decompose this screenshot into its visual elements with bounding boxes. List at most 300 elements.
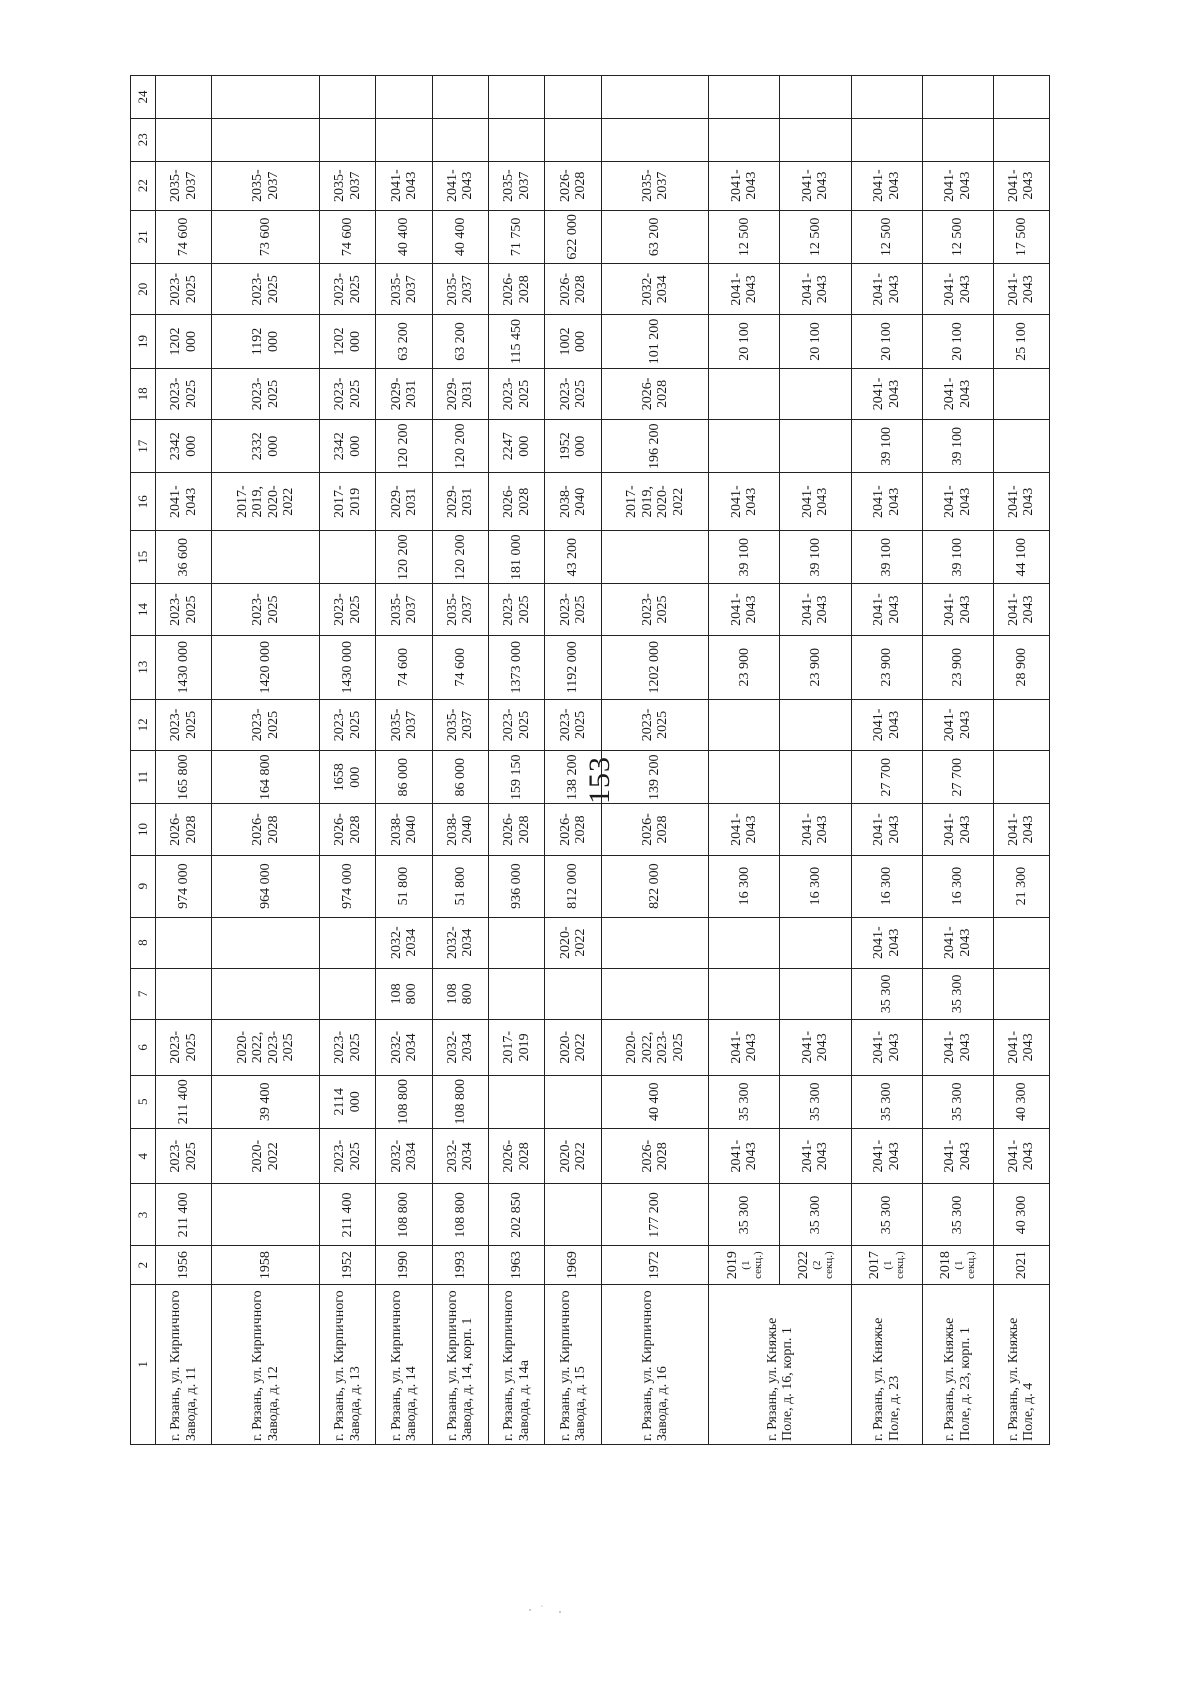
value-cell-col-22: 2035-2037	[320, 161, 376, 210]
value-cell-col-8: 2020-2022	[545, 917, 601, 968]
value-cell-col-7: 108 800	[432, 968, 488, 1019]
value-cell-col-21: 12 500	[851, 210, 922, 263]
value-cell-col-15: 181 000	[489, 531, 545, 584]
value-cell-col-11: 86 000	[376, 750, 432, 803]
value-cell-col-22: 2041-2043	[993, 161, 1049, 210]
column-number: 10	[131, 804, 156, 855]
year-value: 2017	[866, 1251, 882, 1280]
rotated-table-container	[130, 75, 1050, 1445]
value-cell-col-23	[922, 118, 993, 161]
value-cell-col-23	[709, 118, 780, 161]
value-cell-col-9: 964 000	[212, 855, 320, 917]
year-value: 1963	[509, 1251, 525, 1280]
year-cell	[212, 1246, 320, 1284]
address-cell: г. Рязань, ул. Княжье Поле, д. 23	[851, 1284, 922, 1444]
value-cell-col-4: 2041-2043	[709, 1128, 780, 1184]
table-row	[320, 76, 376, 1445]
column-number: 19	[131, 315, 156, 368]
value-cell-col-3: 35 300	[851, 1184, 922, 1246]
value-cell-col-22: 2041-2043	[851, 161, 922, 210]
value-cell-col-5: 35 300	[709, 1075, 780, 1128]
value-cell-col-14: 2023-2025	[489, 584, 545, 635]
section-note: (2 секц.)	[811, 1251, 836, 1279]
table-row	[212, 76, 320, 1445]
value-cell-col-23	[780, 118, 851, 161]
value-cell-col-12	[709, 699, 780, 750]
column-number: 22	[131, 161, 156, 210]
value-cell-col-5: 40 400	[601, 1075, 709, 1128]
value-cell-col-3: 211 400	[320, 1184, 376, 1246]
year-cell	[709, 1246, 780, 1284]
value-cell-col-9: 16 300	[780, 855, 851, 917]
value-cell-col-3	[545, 1184, 601, 1246]
value-cell-col-19: 115 450	[489, 315, 545, 368]
value-cell-col-18: 2023-2025	[545, 368, 601, 419]
value-cell-col-14: 2023-2025	[156, 584, 212, 635]
value-cell-col-4: 2032-2034	[376, 1128, 432, 1184]
value-cell-col-12	[780, 699, 851, 750]
year-value: 1972	[647, 1251, 663, 1280]
value-cell-col-20: 2023-2025	[156, 264, 212, 315]
column-number: 4	[131, 1128, 156, 1184]
column-number: 13	[131, 635, 156, 699]
value-cell-col-7: 35 300	[851, 968, 922, 1019]
value-cell-col-8	[780, 917, 851, 968]
address-cell: г. Рязань, ул. Кирпичного Завода, д. 14, корп. 1	[432, 1284, 488, 1444]
value-cell-col-13: 23 900	[780, 635, 851, 699]
value-cell-col-10: 2026-2028	[156, 804, 212, 855]
value-cell-col-13: 1192 000	[545, 635, 601, 699]
value-cell-col-14: 2023-2025	[212, 584, 320, 635]
value-cell-col-15: 39 100	[709, 531, 780, 584]
value-cell-col-7	[156, 968, 212, 1019]
value-cell-col-24	[922, 76, 993, 119]
value-cell-col-18: 2029-2031	[376, 368, 432, 419]
value-cell-col-23	[851, 118, 922, 161]
value-cell-col-5: 35 300	[922, 1075, 993, 1128]
value-cell-col-13: 23 900	[851, 635, 922, 699]
value-cell-col-5: 2114 000	[320, 1075, 376, 1128]
value-cell-col-17: 2247 000	[489, 419, 545, 472]
value-cell-col-14: 2041-2043	[851, 584, 922, 635]
value-cell-col-9: 974 000	[320, 855, 376, 917]
table-row	[780, 76, 851, 1445]
value-cell-col-16: 2029-2031	[432, 473, 488, 531]
value-cell-col-16: 2029-2031	[376, 473, 432, 531]
year-value: 2021	[1013, 1251, 1029, 1280]
value-cell-col-17	[780, 419, 851, 472]
column-number: 2	[131, 1246, 156, 1284]
year-value: 1990	[396, 1251, 412, 1280]
value-cell-col-10: 2041-2043	[709, 804, 780, 855]
value-cell-col-6: 2041-2043	[922, 1020, 993, 1076]
value-cell-col-8	[212, 917, 320, 968]
value-cell-col-10: 2041-2043	[922, 804, 993, 855]
column-number: 23	[131, 118, 156, 161]
column-number: 7	[131, 968, 156, 1019]
value-cell-col-4: 2032-2034	[432, 1128, 488, 1184]
value-cell-col-4: 2020-2022	[545, 1128, 601, 1184]
value-cell-col-20: 2026-2028	[545, 264, 601, 315]
value-cell-col-6: 2020-2022, 2023-2025	[601, 1020, 709, 1076]
value-cell-col-22: 2035-2037	[601, 161, 709, 210]
value-cell-col-16: 2041-2043	[780, 473, 851, 531]
value-cell-col-4: 2041-2043	[780, 1128, 851, 1184]
value-cell-col-18: 2023-2025	[489, 368, 545, 419]
value-cell-col-6: 2041-2043	[993, 1020, 1049, 1076]
value-cell-col-5: 35 300	[780, 1075, 851, 1128]
value-cell-col-3: 35 300	[709, 1184, 780, 1246]
value-cell-col-13: 1420 000	[212, 635, 320, 699]
year-cell	[320, 1246, 376, 1284]
value-cell-col-20: 2023-2025	[320, 264, 376, 315]
value-cell-col-13: 28 900	[993, 635, 1049, 699]
value-cell-col-11: 159 150	[489, 750, 545, 803]
value-cell-col-14: 2023-2025	[601, 584, 709, 635]
value-cell-col-22: 2041-2043	[376, 161, 432, 210]
value-cell-col-22: 2035-2037	[489, 161, 545, 210]
value-cell-col-19: 1192 000	[212, 315, 320, 368]
value-cell-col-15: 39 100	[922, 531, 993, 584]
column-number: 3	[131, 1184, 156, 1246]
value-cell-col-7: 108 800	[376, 968, 432, 1019]
value-cell-col-18	[993, 368, 1049, 419]
value-cell-col-10: 2041-2043	[993, 804, 1049, 855]
value-cell-col-14: 2035-2037	[432, 584, 488, 635]
value-cell-col-22: 2041-2043	[432, 161, 488, 210]
value-cell-col-14: 2023-2025	[320, 584, 376, 635]
value-cell-col-3: 211 400	[156, 1184, 212, 1246]
value-cell-col-24	[320, 76, 376, 119]
value-cell-col-24	[601, 76, 709, 119]
value-cell-col-18: 2026-2028	[601, 368, 709, 419]
value-cell-col-21: 74 600	[320, 210, 376, 263]
repair-schedule-table	[130, 75, 1050, 1445]
column-number: 8	[131, 917, 156, 968]
value-cell-col-14: 2041-2043	[780, 584, 851, 635]
value-cell-col-20: 2026-2028	[489, 264, 545, 315]
value-cell-col-6: 2020-2022, 2023-2025	[212, 1020, 320, 1076]
value-cell-col-9: 822 000	[601, 855, 709, 917]
column-number: 24	[131, 76, 156, 119]
year-value: 2019	[724, 1251, 740, 1280]
value-cell-col-21: 71 750	[489, 210, 545, 263]
value-cell-col-10: 2038-2040	[432, 804, 488, 855]
value-cell-col-23	[156, 118, 212, 161]
value-cell-col-15: 43 200	[545, 531, 601, 584]
value-cell-col-17: 39 100	[851, 419, 922, 472]
table-row	[376, 76, 432, 1445]
value-cell-col-19: 1202 000	[156, 315, 212, 368]
value-cell-col-11	[993, 750, 1049, 803]
value-cell-col-24	[780, 76, 851, 119]
value-cell-col-7	[709, 968, 780, 1019]
address-cell: г. Рязань, ул. Кирпичного Завода, д. 16	[601, 1284, 709, 1444]
value-cell-col-11: 27 700	[851, 750, 922, 803]
value-cell-col-19: 20 100	[780, 315, 851, 368]
value-cell-col-22: 2041-2043	[922, 161, 993, 210]
value-cell-col-13: 1430 000	[156, 635, 212, 699]
table-row	[922, 76, 993, 1445]
value-cell-col-5: 40 300	[993, 1075, 1049, 1128]
value-cell-col-3: 177 200	[601, 1184, 709, 1246]
value-cell-col-24	[851, 76, 922, 119]
value-cell-col-14: 2035-2037	[376, 584, 432, 635]
value-cell-col-19: 63 200	[432, 315, 488, 368]
value-cell-col-6: 2032-2034	[432, 1020, 488, 1076]
value-cell-col-20: 2035-2037	[432, 264, 488, 315]
column-number: 6	[131, 1020, 156, 1076]
value-cell-col-10: 2038-2040	[376, 804, 432, 855]
value-cell-col-3: 202 850	[489, 1184, 545, 1246]
value-cell-col-22: 2026-2028	[545, 161, 601, 210]
value-cell-col-4: 2023-2025	[156, 1128, 212, 1184]
value-cell-col-11: 1658 000	[320, 750, 376, 803]
column-number: 14	[131, 584, 156, 635]
value-cell-col-3: 108 800	[376, 1184, 432, 1246]
value-cell-col-21: 40 400	[432, 210, 488, 263]
value-cell-col-12: 2023-2025	[212, 699, 320, 750]
value-cell-col-13: 1373 000	[489, 635, 545, 699]
value-cell-col-10: 2026-2028	[545, 804, 601, 855]
column-number: 16	[131, 473, 156, 531]
value-cell-col-9: 16 300	[922, 855, 993, 917]
value-cell-col-18	[709, 368, 780, 419]
year-value: 1956	[175, 1251, 191, 1280]
value-cell-col-12: 2023-2025	[156, 699, 212, 750]
value-cell-col-17: 1952 000	[545, 419, 601, 472]
table-row	[709, 76, 780, 1445]
value-cell-col-8: 2041-2043	[922, 917, 993, 968]
value-cell-col-3	[212, 1184, 320, 1246]
value-cell-col-11	[709, 750, 780, 803]
value-cell-col-23	[601, 118, 709, 161]
address-cell: г. Рязань, ул. Кирпичного Завода, д. 14	[376, 1284, 432, 1444]
value-cell-col-17: 2342 000	[156, 419, 212, 472]
value-cell-col-3: 40 300	[993, 1184, 1049, 1246]
value-cell-col-9: 974 000	[156, 855, 212, 917]
value-cell-col-9: 16 300	[851, 855, 922, 917]
column-number: 11	[131, 750, 156, 803]
value-cell-col-15: 39 100	[851, 531, 922, 584]
value-cell-col-6: 2041-2043	[780, 1020, 851, 1076]
column-number: 15	[131, 531, 156, 584]
value-cell-col-21: 40 400	[376, 210, 432, 263]
value-cell-col-18: 2023-2025	[156, 368, 212, 419]
value-cell-col-10: 2041-2043	[851, 804, 922, 855]
value-cell-col-12: 2023-2025	[601, 699, 709, 750]
year-value: 1969	[565, 1251, 581, 1280]
value-cell-col-19: 101 200	[601, 315, 709, 368]
value-cell-col-13: 1430 000	[320, 635, 376, 699]
value-cell-col-9: 16 300	[709, 855, 780, 917]
value-cell-col-11: 86 000	[432, 750, 488, 803]
address-cell: г. Рязань, ул. Кирпичного Завода, д. 11	[156, 1284, 212, 1444]
value-cell-col-23	[489, 118, 545, 161]
value-cell-col-24	[432, 76, 488, 119]
value-cell-col-16: 2041-2043	[709, 473, 780, 531]
value-cell-col-6: 2032-2034	[376, 1020, 432, 1076]
value-cell-col-9: 936 000	[489, 855, 545, 917]
value-cell-col-21: 12 500	[780, 210, 851, 263]
value-cell-col-4: 2026-2028	[601, 1128, 709, 1184]
year-cell	[156, 1246, 212, 1284]
value-cell-col-7	[993, 968, 1049, 1019]
value-cell-col-17: 2342 000	[320, 419, 376, 472]
value-cell-col-5: 211 400	[156, 1075, 212, 1128]
year-cell	[601, 1246, 709, 1284]
value-cell-col-16: 2017-2019, 2020-2022	[212, 473, 320, 531]
value-cell-col-3: 35 300	[922, 1184, 993, 1246]
value-cell-col-6: 2023-2025	[320, 1020, 376, 1076]
value-cell-col-17: 2332 000	[212, 419, 320, 472]
value-cell-col-14: 2023-2025	[545, 584, 601, 635]
value-cell-col-19: 1202 000	[320, 315, 376, 368]
value-cell-col-21: 63 200	[601, 210, 709, 263]
value-cell-col-16: 2038-2040	[545, 473, 601, 531]
value-cell-col-5: 108 800	[432, 1075, 488, 1128]
value-cell-col-21: 17 500	[993, 210, 1049, 263]
value-cell-col-7	[780, 968, 851, 1019]
value-cell-col-13: 74 600	[376, 635, 432, 699]
value-cell-col-17: 120 200	[432, 419, 488, 472]
year-value: 1952	[340, 1251, 356, 1280]
value-cell-col-11: 139 200	[601, 750, 709, 803]
table-row	[601, 76, 709, 1445]
value-cell-col-13: 23 900	[709, 635, 780, 699]
value-cell-col-15: 120 200	[376, 531, 432, 584]
address-cell: г. Рязань, ул. Кирпичного Завода, д. 12	[212, 1284, 320, 1444]
value-cell-col-23	[376, 118, 432, 161]
value-cell-col-10: 2026-2028	[601, 804, 709, 855]
value-cell-col-20: 2041-2043	[780, 264, 851, 315]
value-cell-col-13: 23 900	[922, 635, 993, 699]
address-cell: г. Рязань, ул. Кирпичного Завода, д. 14а	[489, 1284, 545, 1444]
year-cell	[545, 1246, 601, 1284]
value-cell-col-19: 20 100	[922, 315, 993, 368]
value-cell-col-16: 2041-2043	[851, 473, 922, 531]
table-row	[851, 76, 922, 1445]
table-row	[156, 76, 212, 1445]
value-cell-col-21: 12 500	[922, 210, 993, 263]
value-cell-col-23	[432, 118, 488, 161]
value-cell-col-9: 51 800	[376, 855, 432, 917]
value-cell-col-19: 20 100	[709, 315, 780, 368]
value-cell-col-18: 2041-2043	[851, 368, 922, 419]
value-cell-col-20: 2041-2043	[993, 264, 1049, 315]
value-cell-col-8: 2032-2034	[432, 917, 488, 968]
value-cell-col-10: 2026-2028	[212, 804, 320, 855]
value-cell-col-12: 2035-2037	[432, 699, 488, 750]
value-cell-col-22: 2041-2043	[780, 161, 851, 210]
value-cell-col-20: 2023-2025	[212, 264, 320, 315]
value-cell-col-15	[320, 531, 376, 584]
value-cell-col-7: 35 300	[922, 968, 993, 1019]
value-cell-col-12: 2023-2025	[545, 699, 601, 750]
year-cell	[922, 1246, 993, 1284]
value-cell-col-10: 2041-2043	[780, 804, 851, 855]
value-cell-col-12	[993, 699, 1049, 750]
value-cell-col-20: 2032-2034	[601, 264, 709, 315]
value-cell-col-17: 196 200	[601, 419, 709, 472]
value-cell-col-15	[212, 531, 320, 584]
page-number: 153	[583, 756, 616, 804]
value-cell-col-8	[601, 917, 709, 968]
value-cell-col-7	[212, 968, 320, 1019]
value-cell-col-11: 165 800	[156, 750, 212, 803]
value-cell-col-23	[993, 118, 1049, 161]
address-cell: г. Рязань, ул. Кирпичного Завода, д. 13	[320, 1284, 376, 1444]
column-number: 12	[131, 699, 156, 750]
table-row	[432, 76, 488, 1445]
value-cell-col-15: 120 200	[432, 531, 488, 584]
value-cell-col-11: 27 700	[922, 750, 993, 803]
value-cell-col-15	[601, 531, 709, 584]
value-cell-col-13: 1202 000	[601, 635, 709, 699]
value-cell-col-18: 2023-2025	[212, 368, 320, 419]
column-number: 9	[131, 855, 156, 917]
year-cell	[376, 1246, 432, 1284]
value-cell-col-7	[320, 968, 376, 1019]
value-cell-col-18: 2023-2025	[320, 368, 376, 419]
column-number: 5	[131, 1075, 156, 1128]
value-cell-col-6: 2017-2019	[489, 1020, 545, 1076]
value-cell-col-10: 2026-2028	[489, 804, 545, 855]
value-cell-col-11	[780, 750, 851, 803]
year-cell	[432, 1246, 488, 1284]
value-cell-col-13: 74 600	[432, 635, 488, 699]
value-cell-col-5: 35 300	[851, 1075, 922, 1128]
value-cell-col-6: 2041-2043	[709, 1020, 780, 1076]
value-cell-col-20: 2041-2043	[709, 264, 780, 315]
value-cell-col-12: 2041-2043	[851, 699, 922, 750]
value-cell-col-21: 622 000	[545, 210, 601, 263]
value-cell-col-23	[212, 118, 320, 161]
section-note: (1 секц.)	[953, 1251, 978, 1279]
year-value: 2022	[795, 1251, 811, 1280]
value-cell-col-17	[993, 419, 1049, 472]
value-cell-col-19: 25 100	[993, 315, 1049, 368]
value-cell-col-4: 2020-2022	[212, 1128, 320, 1184]
value-cell-col-18	[780, 368, 851, 419]
value-cell-col-22: 2035-2037	[212, 161, 320, 210]
table-row	[545, 76, 601, 1445]
value-cell-col-14: 2041-2043	[922, 584, 993, 635]
value-cell-col-24	[489, 76, 545, 119]
value-cell-col-20: 2041-2043	[851, 264, 922, 315]
value-cell-col-15: 39 100	[780, 531, 851, 584]
value-cell-col-14: 2041-2043	[993, 584, 1049, 635]
value-cell-col-8	[320, 917, 376, 968]
value-cell-col-15: 44 100	[993, 531, 1049, 584]
address-cell: г. Рязань, ул. Княжье Поле, д. 4	[993, 1284, 1049, 1444]
value-cell-col-22: 2041-2043	[709, 161, 780, 210]
year-cell	[993, 1246, 1049, 1284]
value-cell-col-17: 120 200	[376, 419, 432, 472]
value-cell-col-4: 2041-2043	[993, 1128, 1049, 1184]
table-row	[489, 76, 545, 1445]
year-cell	[489, 1246, 545, 1284]
value-cell-col-24	[376, 76, 432, 119]
value-cell-col-15: 36 600	[156, 531, 212, 584]
value-cell-col-19: 1002 000	[545, 315, 601, 368]
value-cell-col-7	[545, 968, 601, 1019]
value-cell-col-21: 12 500	[709, 210, 780, 263]
value-cell-col-7	[601, 968, 709, 1019]
value-cell-col-24	[156, 76, 212, 119]
column-number: 18	[131, 368, 156, 419]
year-cell	[851, 1246, 922, 1284]
